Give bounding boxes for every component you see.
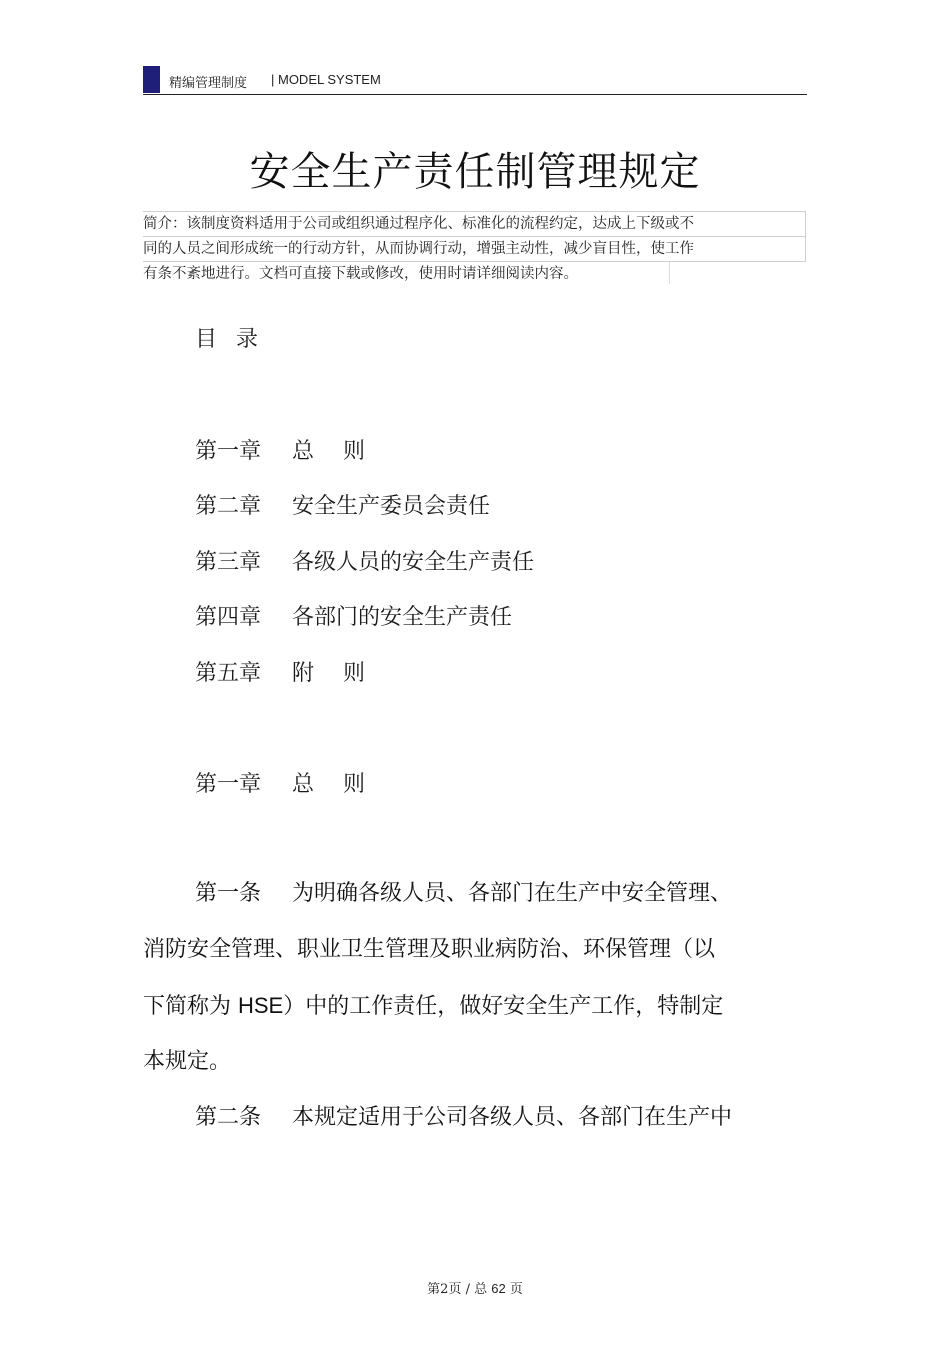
- article-line: [143, 978, 783, 1034]
- section-heading: [195, 767, 365, 798]
- toc-item[interactable]: [195, 656, 365, 687]
- section-chapter: 第一章: [195, 772, 262, 797]
- logo-icon: [143, 66, 160, 93]
- toc-item[interactable]: [195, 489, 490, 520]
- article-label: 第二条: [195, 1105, 262, 1130]
- header-brand: 精编管理制度: [169, 76, 248, 91]
- page-header: [143, 66, 807, 95]
- toc-chapter: 第三章: [195, 550, 262, 575]
- toc-heading: 目 录: [195, 327, 264, 352]
- body-text: [143, 866, 783, 1146]
- article-text: 本规定适用于公司各级人员、各部门在生产中: [292, 1105, 733, 1130]
- toc-item[interactable]: [195, 434, 365, 465]
- hse-abbrev: HSE: [238, 993, 284, 1018]
- article-text: ）中的工作责任，做好安全生产工作，特制定: [283, 994, 724, 1019]
- toc-chapter: 第四章: [195, 605, 262, 630]
- section-name: 总 则: [292, 772, 365, 797]
- toc-chapter: 第五章: [195, 661, 262, 686]
- toc-item[interactable]: [195, 545, 534, 576]
- toc-name: 安全生产委员会责任: [292, 494, 491, 519]
- intro-line: 简介：该制度资料适用于公司或组织通过程序化、标准化的流程约定，达成上下级或不: [143, 216, 694, 232]
- article-text: 为明确各级人员、各部门在生产中安全管理、: [292, 881, 733, 906]
- footer-suffix: 页: [509, 1282, 523, 1297]
- footer-page-num: 2: [440, 1282, 449, 1297]
- toc-name: 各部门的安全生产责任: [292, 605, 513, 630]
- footer-total: 62: [491, 1281, 506, 1296]
- document-title: 安全生产责任制管理规定: [249, 149, 701, 195]
- toc-name: 各级人员的安全生产责任: [292, 550, 535, 575]
- article-line: 本规定。: [143, 1049, 232, 1074]
- toc-name: 附 则: [292, 661, 365, 686]
- article-line: [143, 866, 783, 922]
- intro-text: [143, 212, 808, 287]
- toc-item[interactable]: [195, 600, 512, 631]
- intro-line: 有条不紊地进行。文档可直接下载或修改，使用时请详细阅读内容。: [143, 266, 578, 282]
- footer-prefix: 第: [427, 1282, 441, 1297]
- toc-name: 总 则: [292, 439, 365, 464]
- intro-line: 同的人员之间形成统一的行动方针，从而协调行动，增强主动性，减少盲目性，使工作: [143, 241, 694, 257]
- article-line: 消防安全管理、职业卫生管理及职业病防治、环保管理（以: [143, 937, 716, 962]
- header-model: | MODEL SYSTEM: [271, 72, 381, 87]
- article-label: 第一条: [195, 881, 262, 906]
- footer-mid: 页 / 总: [448, 1282, 488, 1297]
- page-footer: [0, 1278, 950, 1297]
- toc-chapter: 第二章: [195, 494, 262, 519]
- article-text: 下简称为: [143, 994, 238, 1019]
- article-line: [143, 1090, 783, 1146]
- toc-chapter: 第一章: [195, 439, 262, 464]
